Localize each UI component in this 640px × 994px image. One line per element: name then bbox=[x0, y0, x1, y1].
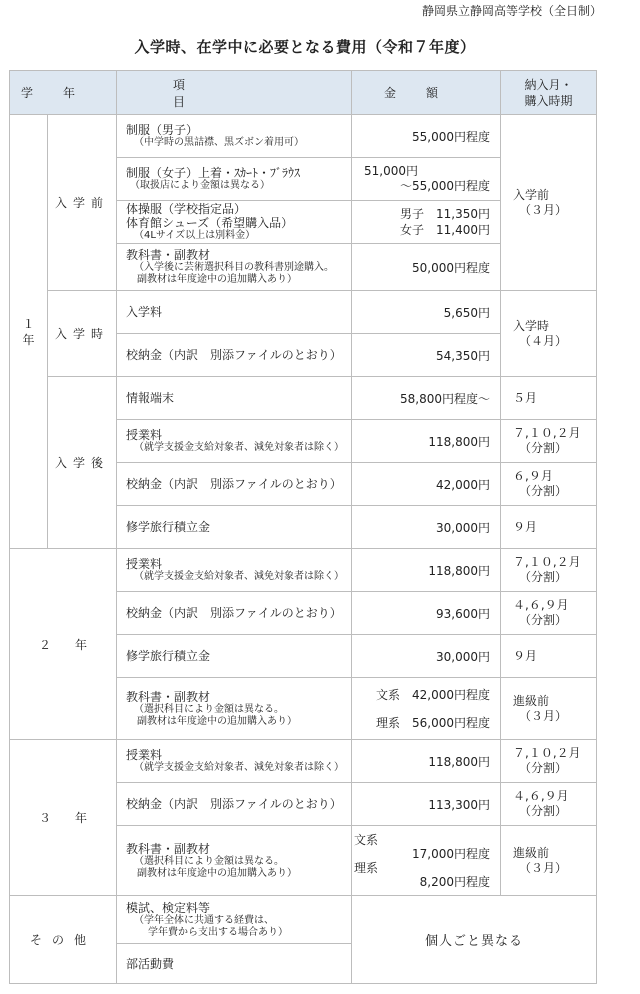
item-note: （就学支援金支給対象者、減免対象者は除く） bbox=[134, 571, 344, 582]
amount-cell bbox=[352, 678, 501, 740]
amount-cell: 118,800円 bbox=[352, 420, 501, 463]
timing-line2: （４月） bbox=[519, 333, 568, 348]
item-label: 授業料 bbox=[126, 748, 163, 762]
amount-rikei-value: 8,200円程度 bbox=[419, 874, 490, 889]
item-label: 模試、検定料等 bbox=[126, 900, 211, 915]
period-before: 入学前 bbox=[48, 115, 117, 291]
item-cell bbox=[117, 158, 352, 201]
timing-line1: ７,１０,２月 bbox=[513, 555, 581, 569]
timing-line2: （３月） bbox=[519, 708, 568, 723]
timing-cell: ９月 bbox=[501, 635, 597, 678]
header-item: 項目 bbox=[117, 71, 352, 115]
item-cell: 校納金（内訳 別添ファイルのとおり） bbox=[117, 334, 352, 377]
item-note-2: 副教材は年度途中の追加購入あり） bbox=[137, 274, 297, 285]
fee-table bbox=[9, 70, 597, 984]
item-cell bbox=[117, 115, 352, 158]
table-header-row bbox=[10, 71, 597, 115]
timing-line1: ４,６,９月 bbox=[513, 789, 569, 803]
item-note: （入学後に芸術選択科目の教科書別途購入。 bbox=[134, 262, 334, 273]
amount-cell: 42,000円 bbox=[352, 463, 501, 506]
other-label: その他 bbox=[10, 896, 117, 984]
item-note: （選択科目により金額は異なる。 bbox=[134, 855, 284, 867]
item-note: （選択科目により金額は異なる。 bbox=[134, 703, 284, 715]
amount-rikei-label: 理系 bbox=[354, 860, 379, 875]
item-cell: 修学旅行積立金 bbox=[117, 635, 352, 678]
item-cell bbox=[117, 549, 352, 592]
table-row bbox=[10, 377, 597, 420]
timing-cell bbox=[501, 420, 597, 463]
table-row bbox=[10, 896, 597, 944]
grade1-label-line2: 年 bbox=[22, 332, 35, 347]
page-title: 入学時、在学中に必要となる費用（令和７年度） bbox=[134, 38, 476, 56]
header-timing bbox=[501, 71, 597, 115]
amount-line1: 51,000円 bbox=[364, 164, 418, 178]
item-cell bbox=[117, 678, 352, 740]
item-note: （学年全体に共通する経費は、 bbox=[134, 914, 274, 926]
timing-line1: 入学前 bbox=[513, 187, 550, 202]
grade1-label bbox=[10, 115, 48, 549]
item-cell: 情報端末 bbox=[117, 377, 352, 420]
amount-cell: 118,800円 bbox=[352, 740, 501, 783]
header-timing-line1: 納入月・ bbox=[524, 77, 573, 92]
timing-cell: ９月 bbox=[501, 506, 597, 549]
amount-cell: 30,000円 bbox=[352, 506, 501, 549]
period-at: 入学時 bbox=[48, 291, 117, 377]
item-cell bbox=[117, 896, 352, 944]
timing-cell bbox=[501, 740, 597, 783]
timing-line1: 入学時 bbox=[513, 318, 550, 333]
amount-bunkei-value: 17,000円程度 bbox=[412, 846, 490, 861]
table-row bbox=[10, 740, 597, 783]
amount-line2: ～55,000円程度 bbox=[400, 179, 490, 193]
item-note-2: 副教材は年度途中の追加購入あり） bbox=[137, 867, 297, 879]
timing-line2: （分割） bbox=[519, 570, 568, 584]
amount-cell bbox=[352, 826, 501, 896]
header-amount: 金額 bbox=[352, 71, 501, 115]
timing-line1: ７,１０,２月 bbox=[513, 746, 581, 760]
item-cell: 校納金（内訳 別添ファイルのとおり） bbox=[117, 592, 352, 635]
period-after: 入学後 bbox=[48, 377, 117, 549]
timing-line2: （分割） bbox=[519, 441, 568, 455]
item-label: 制服（女子）上着・ｽｶｰﾄ・ﾌﾞﾗｳｽ bbox=[126, 166, 301, 180]
item-label: 体操服（学校指定品） bbox=[126, 202, 247, 216]
amount-line2: 理系 56,000円程度 bbox=[376, 715, 490, 730]
amount-line2: 女子 11,400円 bbox=[400, 223, 490, 237]
item-label-2: 体育館シューズ（希望購入品） bbox=[126, 216, 294, 230]
timing-line2: （３月） bbox=[519, 860, 568, 875]
school-name: 静岡県立静岡高等学校（全日制） bbox=[421, 4, 602, 18]
amount-cell bbox=[352, 201, 501, 244]
grade3-label: ３ 年 bbox=[10, 740, 117, 896]
item-label: 制服（男子） bbox=[126, 123, 199, 137]
amount-cell: 55,000円程度 bbox=[352, 115, 501, 158]
timing-line2: （分割） bbox=[519, 761, 568, 775]
amount-cell: 58,800円程度～ bbox=[352, 377, 501, 420]
amount-cell: 113,300円 bbox=[352, 783, 501, 826]
timing-line2: （３月） bbox=[519, 202, 568, 217]
timing-cell bbox=[501, 826, 597, 896]
item-note: （中学時の黒詰襟、黒ズボン着用可） bbox=[134, 137, 304, 148]
item-label: 教科書・副教材 bbox=[126, 689, 211, 704]
item-note-2: 学年費から支出する場合あり） bbox=[148, 926, 288, 938]
timing-line2: （分割） bbox=[519, 484, 568, 498]
grade1-label-line1: １ bbox=[22, 316, 35, 331]
amount-line1: 男子 11,350円 bbox=[400, 207, 490, 221]
timing-line1: ７,１０,２月 bbox=[513, 426, 581, 440]
timing-cell bbox=[501, 592, 597, 635]
item-cell bbox=[117, 420, 352, 463]
timing-line1: ６,９月 bbox=[513, 469, 553, 483]
amount-cell bbox=[352, 158, 501, 201]
item-label: 授業料 bbox=[126, 557, 163, 571]
item-cell: 校納金（内訳 別添ファイルのとおり） bbox=[117, 463, 352, 506]
header-timing-line2: 購入時期 bbox=[524, 93, 573, 108]
amount-line1: 文系 42,000円程度 bbox=[376, 687, 490, 702]
table-row bbox=[10, 291, 597, 334]
amount-cell: 30,000円 bbox=[352, 635, 501, 678]
table-row bbox=[10, 549, 597, 592]
timing-cell bbox=[501, 115, 597, 291]
timing-cell bbox=[501, 291, 597, 377]
item-note-2: 副教材は年度途中の追加購入あり） bbox=[137, 715, 297, 727]
item-cell bbox=[117, 826, 352, 896]
table-row bbox=[10, 115, 597, 158]
amount-bunkei-label: 文系 bbox=[354, 832, 379, 847]
item-cell bbox=[117, 201, 352, 244]
timing-cell bbox=[501, 678, 597, 740]
amount-cell: 118,800円 bbox=[352, 549, 501, 592]
timing-cell: ５月 bbox=[501, 377, 597, 420]
amount-cell: 54,350円 bbox=[352, 334, 501, 377]
item-cell: 部活動費 bbox=[117, 944, 352, 984]
item-label: 教科書・副教材 bbox=[126, 841, 211, 856]
item-note: （就学支援金支給対象者、減免対象者は除く） bbox=[134, 442, 344, 453]
timing-cell bbox=[501, 549, 597, 592]
item-cell: 校納金（内訳 別添ファイルのとおり） bbox=[117, 783, 352, 826]
item-label: 授業料 bbox=[126, 428, 163, 442]
item-note: （4Lサイズ以上は別料金） bbox=[134, 230, 256, 241]
timing-cell bbox=[501, 783, 597, 826]
timing-line2: （分割） bbox=[519, 613, 568, 627]
header-grade: 学年 bbox=[10, 71, 117, 115]
item-label: 教科書・副教材 bbox=[126, 248, 211, 262]
other-amount: 個人ごと異なる bbox=[352, 896, 597, 984]
amount-cell: 50,000円程度 bbox=[352, 244, 501, 291]
timing-line2: （分割） bbox=[519, 804, 568, 818]
item-cell: 入学料 bbox=[117, 291, 352, 334]
timing-line1: 進級前 bbox=[513, 693, 550, 708]
amount-cell: 5,650円 bbox=[352, 291, 501, 334]
item-cell: 修学旅行積立金 bbox=[117, 506, 352, 549]
item-note: （就学支援金支給対象者、減免対象者は除く） bbox=[134, 762, 344, 773]
amount-cell: 93,600円 bbox=[352, 592, 501, 635]
item-note: （取扱店により金額は異なる） bbox=[130, 180, 270, 191]
item-cell bbox=[117, 244, 352, 291]
grade2-label: ２ 年 bbox=[10, 549, 117, 740]
timing-line1: 進級前 bbox=[513, 845, 550, 860]
timing-cell bbox=[501, 463, 597, 506]
timing-line1: ４,６,９月 bbox=[513, 598, 569, 612]
item-cell bbox=[117, 740, 352, 783]
